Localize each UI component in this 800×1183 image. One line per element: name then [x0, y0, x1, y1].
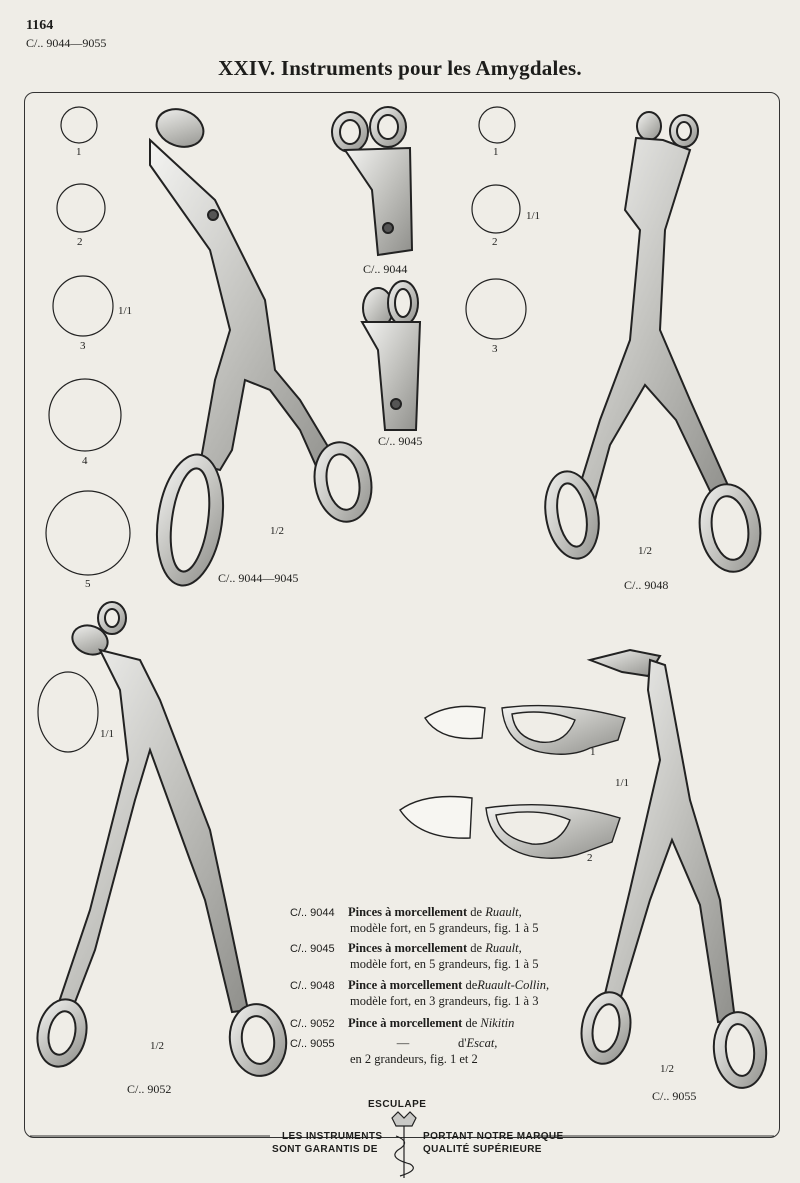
forceps-head-9044 [332, 107, 412, 255]
size-label: 2 [492, 236, 498, 248]
size-label: 3 [492, 343, 498, 355]
scale-label: 1/2 [638, 545, 653, 557]
scale-label: 1/1 [615, 777, 630, 789]
size-circle-1 [61, 107, 97, 143]
forceps-9052 [31, 602, 290, 1080]
size-circle-r3 [466, 279, 526, 339]
escat-fig-label: 2 [587, 852, 593, 864]
catalog-entry-9055: C/.. 9055 — d'Escat, en 2 grandeurs, fig. 1 et 2 [290, 1036, 498, 1066]
catalog-entry-9045: C/.. 9045 Pinces à morcellement de Ruault, modèle fort, en 5 grandeurs, fig. 1 à 5 [290, 941, 539, 971]
caption-9048: C/.. 9048 [624, 578, 669, 592]
esculape-emblem [392, 1112, 416, 1178]
caption-9044-9045: C/.. 9044—9045 [218, 571, 299, 585]
scale-label: 1/2 [270, 525, 285, 537]
slogan-line1-left: LES INSTRUMENTS [282, 1131, 383, 1142]
size-circle-r1 [479, 107, 515, 143]
size-circles-right [466, 107, 526, 339]
size-circle-3 [53, 276, 113, 336]
scale-label: 1/1 [100, 728, 115, 740]
size-label: 5 [85, 578, 91, 590]
size-circle-r2 [472, 185, 520, 233]
forceps-head-9045 [362, 281, 420, 430]
catalog-entry-9048: C/.. 9048 Pince à morcellement deRuault-Collin, modèle fort, en 3 grandeurs, fig. 1 à 3 [290, 978, 550, 1008]
size-label: 4 [82, 455, 88, 467]
size-label: 1 [76, 146, 82, 158]
forceps-9048 [539, 112, 766, 576]
escat-fig-label: 1 [590, 746, 596, 758]
brand-name: ESCULAPE [368, 1099, 427, 1110]
catalog-entry-9052: C/.. 9052 Pince à morcellement de Nikitin [290, 1016, 515, 1030]
slogan-line2-left: SONT GARANTIS DE [272, 1144, 378, 1155]
size-circles-left [46, 107, 133, 575]
page-number: 1164 [26, 18, 54, 33]
scale-label: 1/1 [526, 210, 541, 222]
forceps-9044-9045 [149, 103, 377, 590]
catalog-range: C/.. 9044—9055 [26, 36, 107, 50]
scale-label: 1/2 [150, 1040, 165, 1052]
escat-tip-2 [400, 797, 620, 859]
scale-label: 1/1 [118, 305, 133, 317]
caption-9055: C/.. 9055 [652, 1089, 697, 1103]
size-circle-4 [49, 379, 121, 451]
size-label: 1 [493, 146, 499, 158]
caption-9044: C/.. 9044 [363, 262, 408, 276]
slogan-line2-right: QUALITÉ SUPÉRIEURE [423, 1144, 542, 1155]
size-ellipse-9052 [38, 672, 98, 752]
slogan-line1-right: PORTANT NOTRE MARQUE [423, 1131, 564, 1142]
scale-label: 1/2 [660, 1063, 675, 1075]
caption-9045: C/.. 9045 [378, 434, 423, 448]
size-label: 3 [80, 340, 86, 352]
size-label: 2 [77, 236, 83, 248]
page-title: XXIV. Instruments pour les Amygdales. [218, 56, 582, 80]
caption-9052: C/.. 9052 [127, 1082, 172, 1096]
size-circle-5 [46, 491, 130, 575]
catalog-entry-9044: C/.. 9044 Pinces à morcellement de Ruault, modèle fort, en 5 grandeurs, fig. 1 à 5 [290, 905, 539, 935]
size-circle-2 [57, 184, 105, 232]
